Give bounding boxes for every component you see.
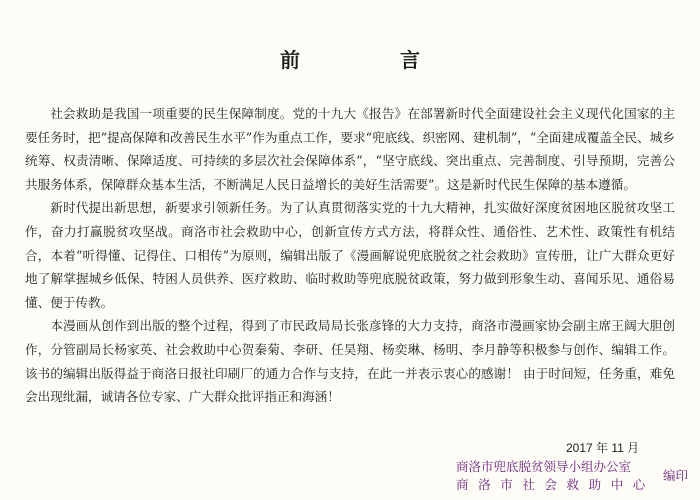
date-line: 2017 年 11 月 [566,441,640,455]
paragraph-2: 新时代提出新思想，新要求引领新任务。为了认真贯彻落实党的十九大精神，扎实做好深度贫困地区脱贫攻坚工作，奋力打赢脱贫攻坚战。商洛市社会救助中心，创新宣传方式方法，将群众性、通俗性、艺术性、政策性有机结合，本着“听得懂、记得住、口相传”为原则，编辑出版了《漫画解说兜底脱贫之社会救助》宣传册，让广大群众更好地了解掌握城乡低保、特困人员供养、医疗救助、临时救助等兜底脱贫政策，努力做到形象生动、喜闻乐见、通俗易懂、便于传教。 [25,200,675,310]
preface-body [25,102,675,409]
issuer-office: 商洛市兜底脱贫领导小组办公室 [456,459,632,474]
paragraph-3: 本漫画从创作到出版的整个过程，得到了市民政局局长张彦锋的大力支持，商洛市漫画家协会副主席王阔大胆创作，分管副局长杨家英、社会救助中心贺秦菊、李研、任昊翔、杨奕琳、杨明、李月静等积极参与创作、编辑工作。该书的编辑出版得益于商洛日报社印刷厂的通力合作与支持，在此一并表示衷心的感谢！ 由于时间短，任务重，难免会出现纰漏，诚请各位专家、广大群众批评指正和海涵！ [25,318,675,405]
edit-mark: 编印 [663,468,689,483]
page-title: 前 言 [280,48,460,72]
paragraph-1: 社会救助是我国一项重要的民生保障制度。党的十九大《报告》在部署新时代全面建设社会主义现代化国家的主要任务时，把“提高保障和改善民生水平”作为重点工作，要求“兜底线、织密网、建机制”，“全面建成覆盖全民、城乡统筹、权责清晰、保障适度、可持续的多层次社会保障体系”，“坚守底线、突出重点、完善制度、引导预期，完善公共服务体系，保障群众基本生活，不断满足人民日益增长的美好生活需要”。这是新时代民生保障的基本遵循。 [25,106,675,192]
issuer-center: 商洛市社会救助中心 [456,477,655,492]
